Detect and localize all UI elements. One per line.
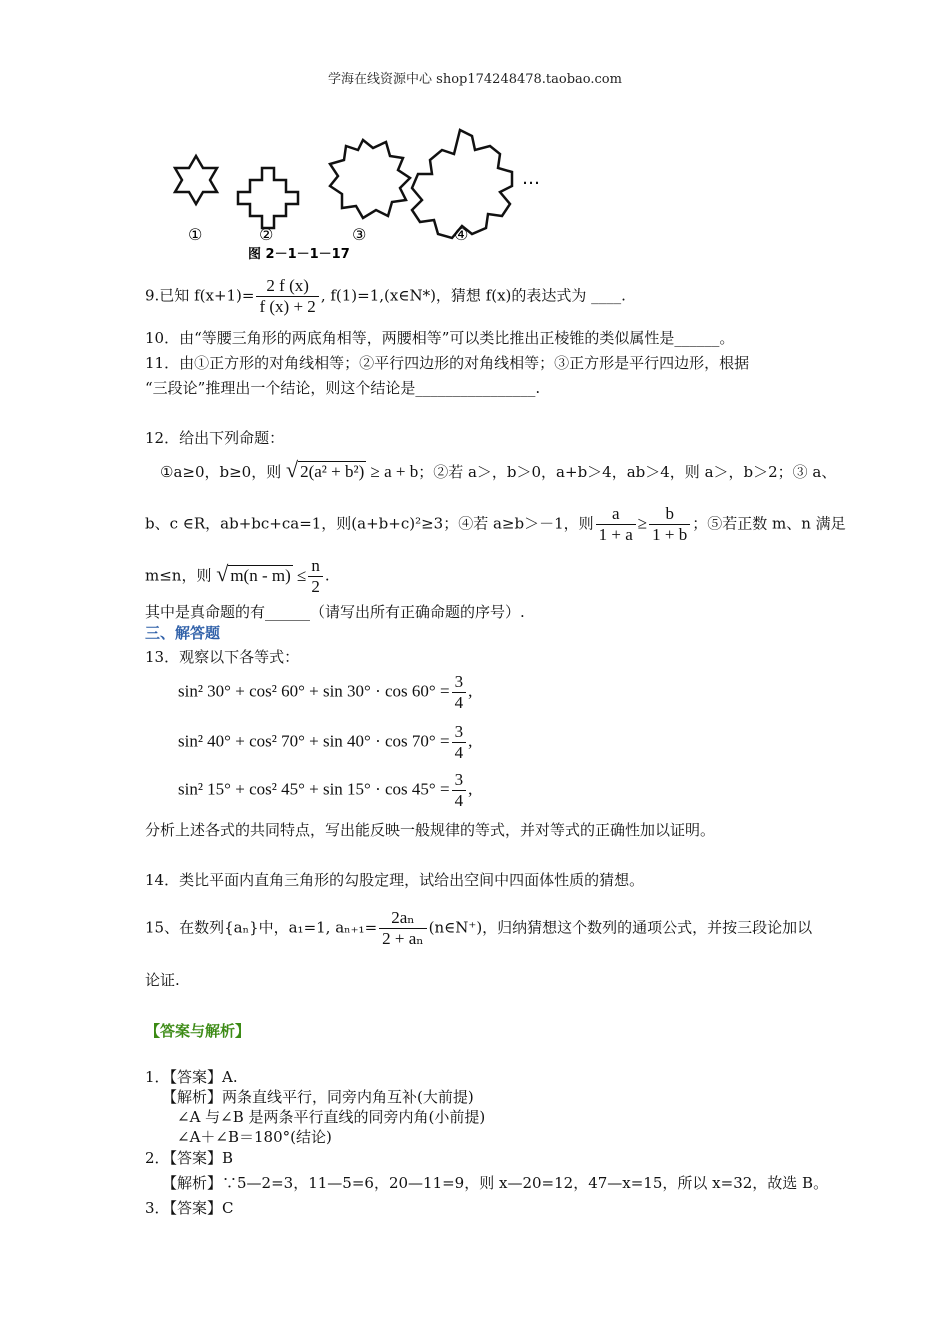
question-14: 14．类比平面内直角三角形的勾股定理，试给出空间中四面体性质的猜想。 bbox=[145, 871, 645, 889]
q12-l3-le: ≤ bbox=[297, 565, 307, 585]
q13-eq3-fraction bbox=[452, 770, 467, 811]
q13-eq1-tail: , bbox=[468, 681, 473, 701]
figure-label-3: ③ bbox=[352, 225, 367, 244]
q9-prefix: 9.已知 f(x+1)= bbox=[145, 286, 255, 305]
q15-num: 2aₙ bbox=[379, 908, 427, 929]
figure-shape-3 bbox=[330, 140, 410, 218]
q12-f1-num: a bbox=[596, 504, 636, 525]
q13-eq1-fraction bbox=[452, 672, 467, 713]
q13-eq1-lhs: sin² 30° + cos² 60° + sin 30° · cos 60° = bbox=[178, 681, 450, 701]
question-15 bbox=[145, 908, 812, 949]
figure-caption: 图 2－1－1－17 bbox=[248, 247, 350, 262]
q12-ge: ≥ bbox=[637, 513, 648, 533]
answer-1: 1．【答案】A. bbox=[145, 1068, 238, 1086]
question-10: 10．由“等腰三角形的两底角相等，两腰相等”可以类比推出正棱锥的类似属性是______。 bbox=[145, 329, 735, 347]
q12-f3-num: n bbox=[308, 556, 323, 577]
q13-eq2-den: 4 bbox=[454, 743, 464, 762]
q13-eq1-num: 3 bbox=[452, 672, 467, 693]
answer-2-explain-1: 【解析】∵5—2=3，11—5=6，20—11=9，则 x—20=12，47—x=15，所以 x=32，故选 B。 bbox=[162, 1174, 829, 1192]
pattern-figure bbox=[160, 118, 560, 268]
section-title-3: 三、解答题 bbox=[145, 624, 221, 642]
q13-equation-1 bbox=[178, 672, 472, 713]
q9-numerator: 2 f (x) bbox=[256, 276, 318, 297]
q13-equation-3 bbox=[178, 770, 472, 811]
q12-l3-math: √ m(n - m) ≤ bbox=[216, 560, 307, 586]
q12-f3-den: 2 bbox=[311, 577, 320, 596]
q13-eq2-lhs: sin² 40° + cos² 70° + sin 40° · cos 70° = bbox=[178, 731, 450, 751]
q13-eq3-num: 3 bbox=[452, 770, 467, 791]
q15-prefix: 15、在数列{aₙ}中，a₁=1, aₙ₊₁= bbox=[145, 918, 378, 937]
q12-l1b: ；②若 a＞，b＞0，a+b＞4，ab＞4，则 a＞，b＞2；③ a、 bbox=[418, 463, 837, 481]
q12-l1-math: √ 2(a² + b²) ≥ a + b bbox=[286, 457, 419, 482]
q9-suffix: , f(1)=1,(x∈N*)，猜想 f(x)的表达式为 ____. bbox=[320, 286, 626, 305]
question-9 bbox=[145, 276, 626, 317]
question-15-line-2: 论证. bbox=[145, 971, 180, 989]
question-12-line-1 bbox=[160, 457, 837, 482]
q15-fraction bbox=[379, 908, 427, 949]
answer-1-explain-2: ∠A 与∠B 是两条平行直线的同旁内角(小前提) bbox=[177, 1108, 486, 1126]
q13-eq3-tail: , bbox=[468, 779, 473, 799]
q12-l3-radicand: m(n - m) bbox=[230, 565, 291, 585]
q12-fraction-3 bbox=[308, 556, 323, 597]
q12-f2-num: b bbox=[649, 504, 690, 525]
q12-l3a: m≤n，则 bbox=[145, 566, 212, 585]
q13-eq3-lhs: sin² 15° + cos² 45° + sin 15° · cos 45° = bbox=[178, 779, 450, 799]
figure-shape-2 bbox=[238, 168, 298, 228]
answer-1-explain-3: ∠A＋∠B＝180°(结论) bbox=[177, 1128, 332, 1146]
answers-title: 【答案与解析】 bbox=[145, 1022, 251, 1040]
q12-fraction-2 bbox=[649, 504, 690, 545]
q13-eq2-num: 3 bbox=[452, 722, 467, 743]
question-12-title: 12．给出下列命题： bbox=[145, 429, 285, 447]
figure-label-2: ② bbox=[259, 225, 274, 244]
q13-eq3-den: 4 bbox=[454, 791, 464, 810]
q9-denominator: f (x) + 2 bbox=[259, 297, 316, 316]
figure-label-1: ① bbox=[188, 225, 203, 244]
q12-l1-radicand: 2(a² + b²) bbox=[300, 462, 365, 481]
figure-shape-1 bbox=[175, 156, 217, 204]
q12-f2-den: 1 + b bbox=[652, 525, 688, 544]
answer-3: 3．【答案】C bbox=[145, 1199, 234, 1217]
page-header: 学海在线资源中心 shop174248478.taobao.com bbox=[328, 72, 622, 87]
question-11-line-1: 11．由①正方形的对角线相等；②平行四边形的对角线相等；③正方形是平行四边形，根据 bbox=[145, 354, 750, 372]
q13-eq1-den: 4 bbox=[454, 693, 464, 712]
q13-eq2-fraction bbox=[452, 722, 467, 763]
q12-l2b: ；⑤若正数 m、n 满足 bbox=[692, 514, 846, 533]
q13-eq2-tail: , bbox=[468, 731, 473, 751]
figure-ellipsis: … bbox=[522, 168, 540, 189]
q9-fraction bbox=[256, 276, 318, 317]
question-12-line-4: 其中是真命题的有______（请写出所有正确命题的序号）. bbox=[145, 603, 525, 621]
figure-label-4: ④ bbox=[454, 225, 469, 244]
q12-l1a: ①a≥0，b≥0，则 bbox=[160, 463, 282, 481]
answer-1-explain-1: 【解析】两条直线平行，同旁内角互补(大前提) bbox=[162, 1088, 474, 1106]
question-13-title: 13．观察以下各等式： bbox=[145, 648, 300, 666]
q12-f1-den: 1 + a bbox=[598, 525, 633, 544]
q13-equation-2 bbox=[178, 722, 472, 763]
q12-l1-ineq: ≥ a + b bbox=[370, 462, 419, 481]
question-12-line-2 bbox=[145, 504, 846, 545]
question-12-line-3 bbox=[145, 556, 330, 597]
q15-den: 2 + aₙ bbox=[382, 929, 424, 948]
q15-suffix: (n∈N⁺)，归纳猜想这个数列的通项公式，并按三段论加以 bbox=[428, 918, 813, 937]
q12-l2a: b、c ∈R，ab+bc+ca=1，则(a+b+c)²≥3；④若 a≥b＞－1，则 bbox=[145, 514, 594, 533]
figure-shape-4 bbox=[412, 130, 512, 238]
question-13-after: 分析上述各式的共同特点，写出能反映一般规律的等式，并对等式的正确性加以证明。 bbox=[145, 821, 716, 839]
q12-l3b: . bbox=[324, 566, 330, 585]
q12-fraction-1 bbox=[596, 504, 636, 545]
question-11-line-2: “三段论”推理出一个结论，则这个结论是________________. bbox=[145, 379, 541, 397]
answer-2: 2．【答案】B bbox=[145, 1149, 234, 1167]
